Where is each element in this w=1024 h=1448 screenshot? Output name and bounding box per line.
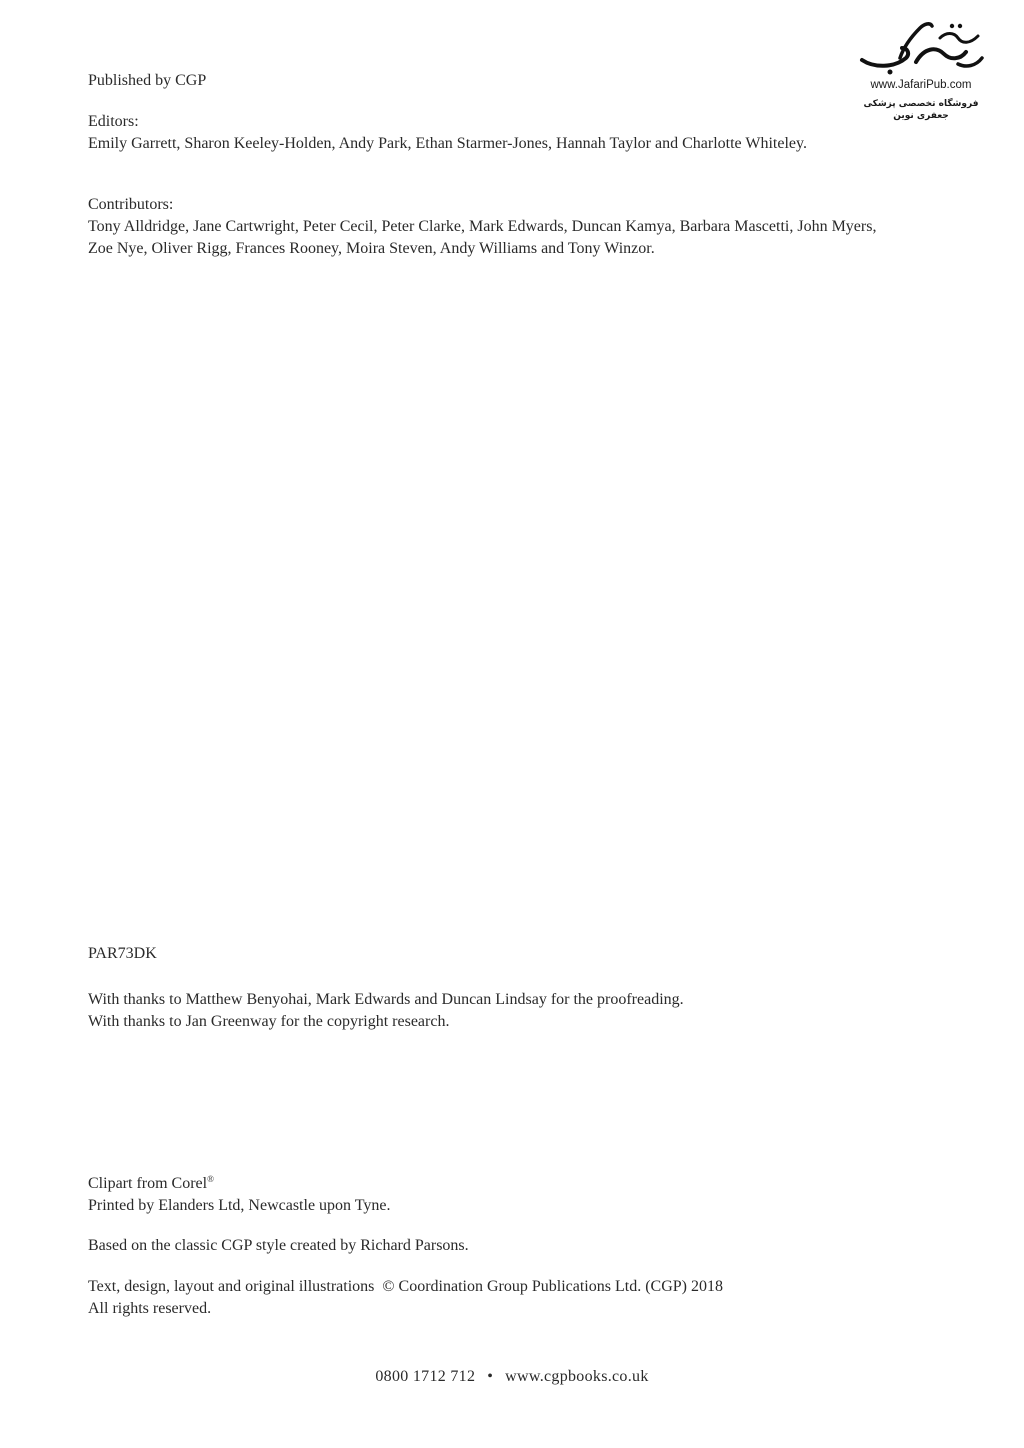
contributors-section bbox=[88, 194, 968, 260]
product-code-section bbox=[88, 943, 968, 965]
clipart-text: Clipart from Corel bbox=[88, 1175, 208, 1192]
acknowledgements-section bbox=[88, 989, 968, 1033]
credits-section bbox=[88, 1173, 968, 1217]
publisher-line bbox=[88, 70, 968, 92]
clipart-credit bbox=[88, 1173, 968, 1195]
rights-reserved: All rights reserved. bbox=[88, 1300, 212, 1317]
contributors-names-line-1: Tony Alldridge, Jane Cartwright, Peter Cecil, Peter Clarke, Mark Edwards, Duncan Kamya, Barbara Mascetti, John Myers, bbox=[88, 218, 877, 235]
registered-mark: ® bbox=[207, 1174, 214, 1184]
editors-heading: Editors: bbox=[88, 113, 139, 130]
footer-website-link[interactable]: www.cgpbooks.co.uk bbox=[505, 1368, 649, 1385]
publisher-text: Published by CGP bbox=[88, 72, 207, 89]
contributors-names-line-2: Zoe Nye, Oliver Rigg, Frances Rooney, Moira Steven, Andy Williams and Tony Winzor. bbox=[88, 240, 655, 257]
style-credit-section bbox=[88, 1235, 968, 1257]
thanks-proofreading: With thanks to Matthew Benyohai, Mark Edwards and Duncan Lindsay for the proofreading. bbox=[88, 991, 684, 1008]
copyright-notice: Text, design, layout and original illustrations © Coordination Group Publications Ltd. (CGP) 2018 bbox=[88, 1278, 723, 1295]
watermark-tagline: فروشگاه تخصصی پزشکی جعفری نوین bbox=[863, 99, 979, 121]
contributors-heading: Contributors: bbox=[88, 196, 174, 213]
copyright-section bbox=[88, 1276, 968, 1320]
thanks-copyright-research: With thanks to Jan Greenway for the copyright research. bbox=[88, 1013, 450, 1030]
watermark-logo bbox=[846, 18, 996, 121]
editors-section bbox=[88, 111, 968, 155]
footer-separator: • bbox=[487, 1368, 494, 1385]
product-code: PAR73DK bbox=[88, 945, 157, 962]
footer-phone: 0800 1712 712 bbox=[375, 1368, 476, 1385]
style-credit: Based on the classic CGP style created by Richard Parsons. bbox=[88, 1237, 469, 1254]
footer-contact bbox=[0, 1366, 1024, 1388]
watermark-url: www.JafariPub.com bbox=[870, 79, 972, 91]
editors-names: Emily Garrett, Sharon Keeley-Holden, Andy Park, Ethan Starmer-Jones, Hannah Taylor and Charlotte Whiteley. bbox=[88, 135, 807, 152]
printer-credit: Printed by Elanders Ltd, Newcastle upon Tyne. bbox=[88, 1197, 391, 1214]
calligraphy-logo-icon bbox=[854, 18, 988, 76]
